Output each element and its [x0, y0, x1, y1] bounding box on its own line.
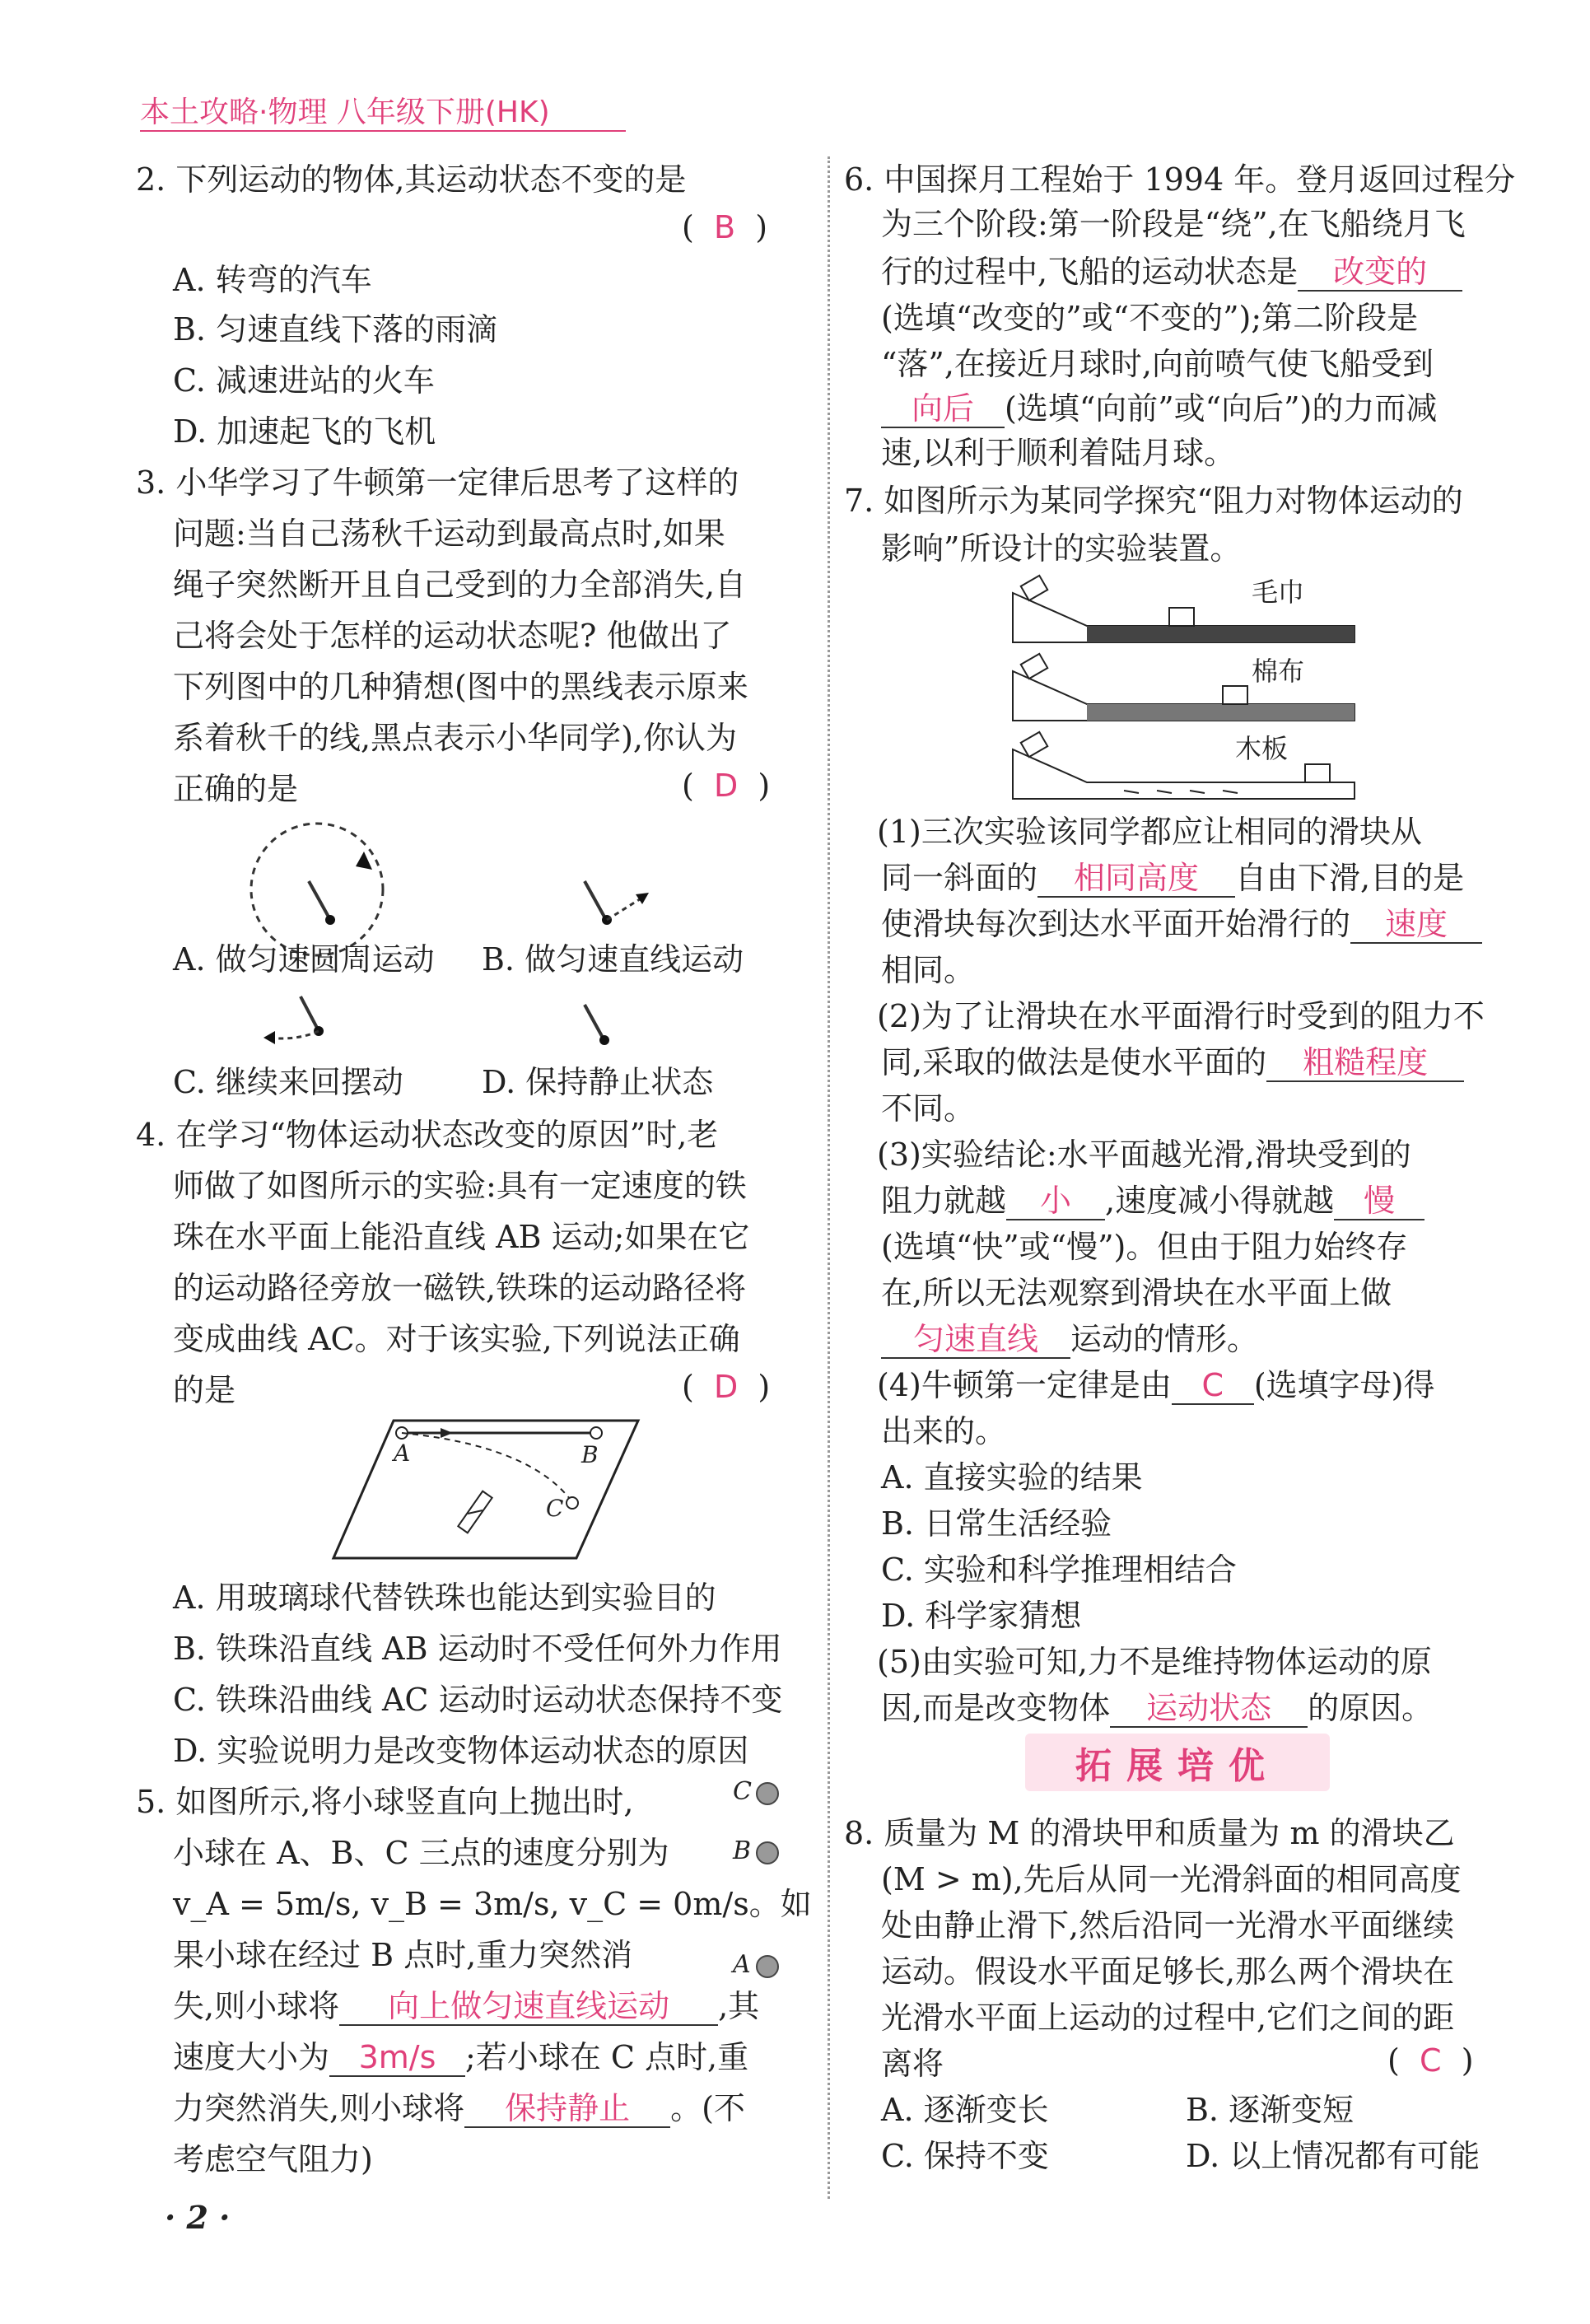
surface-label-wood: 木板	[1235, 733, 1289, 764]
q7-p1: (1)三次实验该同学都应让相同的滑块从	[877, 814, 1422, 850]
q4-line: 的是	[173, 1372, 236, 1408]
q3-line: 下列图中的几种猜想(图中的黑线表示原来	[173, 669, 748, 705]
q5-line6	[173, 2032, 748, 2082]
q3-option-b: B. 做匀速直线运动	[482, 941, 744, 978]
q5-text: 失,则小球将	[173, 1988, 340, 2024]
q5-ball-label-b: B	[733, 1836, 752, 1865]
q6-line: 6. 中国探月工程始于 1994 年。登月返回过程分	[844, 161, 1516, 198]
q5-line7	[173, 2084, 745, 2133]
q3-line: 己将会处于怎样的运动状态呢? 他做出了	[173, 618, 732, 654]
q7-blank-3: 粗糙程度	[1266, 1044, 1464, 1082]
q7-blank-2: 速度	[1350, 906, 1482, 944]
q3-answer: D	[713, 768, 739, 804]
q8-option-d: D. 以上情况都有可能	[1186, 2138, 1480, 2174]
q6-text: (选填“向前”或“向后”)的力而减	[1005, 390, 1438, 427]
q2-option-d: D. 加速起飞的飞机	[173, 413, 436, 450]
q4-label-c: C	[546, 1495, 564, 1522]
q7-p3-line2	[881, 1176, 1424, 1225]
q7-p3: (3)实验结论:水平面越光滑,滑块受到的	[877, 1136, 1411, 1173]
q6-line: 速,以利于顺利着陆月球。	[881, 435, 1236, 471]
q6-line: “落”,在接近月球时,向前喷气使飞船受到	[881, 346, 1434, 382]
q5-line: 小球在 A、B、C 三点的速度分别为	[173, 1835, 669, 1871]
q7-p1-line2	[881, 853, 1464, 903]
q7-blank-4: 小	[1006, 1183, 1105, 1220]
section-title: 拓展培优	[1075, 1745, 1280, 1787]
q2-answer-paren: ( B )	[682, 209, 768, 245]
q7-blank-6: 匀速直线	[881, 1321, 1070, 1359]
q7-p3-line4: 在,所以无法观察到滑块在水平面上做	[881, 1275, 1392, 1311]
q4-option-d: D. 实验说明力是改变物体运动状态的原因	[173, 1733, 749, 1769]
q5-blank-3: 保持静止	[464, 2090, 670, 2128]
q6-blank-2: 向后	[881, 390, 1005, 428]
q7-text: (选填字母)得	[1253, 1367, 1435, 1403]
q7-p5-line2	[881, 1683, 1433, 1733]
q6-blank-1: 改变的	[1298, 254, 1462, 292]
q6-text: 行的过程中,飞船的运动状态是	[881, 254, 1299, 290]
q8-option-a: A. 逐渐变长	[881, 2092, 1049, 2128]
q8-option-c: C. 保持不变	[881, 2138, 1049, 2174]
q7-p4-option-b: B. 日常生活经验	[881, 1505, 1112, 1542]
q8-line: (M > m),先后从同一光滑斜面的相同高度	[881, 1861, 1462, 1897]
q7-figure	[1009, 568, 1363, 807]
q7-text: 阻力就越	[881, 1183, 1007, 1219]
q7-text: 同,采取的做法是使水平面的	[881, 1044, 1267, 1080]
q8-line: 处由静止滑下,然后沿同一光滑水平面继续	[881, 1907, 1455, 1944]
q5-line5	[173, 1981, 759, 2031]
q4-answer: D	[713, 1369, 739, 1405]
q5-line: v_A = 5m/s, v_B = 3m/s, v_C = 0m/s。如	[173, 1886, 812, 1922]
q5-blank-2: 3m/s	[329, 2039, 465, 2077]
q7-p1-line4: 相同。	[881, 952, 976, 988]
q3-line: 问题:当自己荡秋千运动到最高点时,如果	[173, 516, 725, 552]
q7-blank-7: C	[1172, 1367, 1254, 1405]
q3-option-a: A. 做匀速圆周运动	[173, 941, 435, 978]
column-divider	[828, 156, 830, 2199]
q4-line: 变成曲线 AC。对于该实验,下列说法正确	[173, 1321, 740, 1357]
q7-p3-line5	[881, 1314, 1258, 1364]
q7-blank-5: 慢	[1334, 1183, 1424, 1220]
q5-line: 5. 如图所示,将小球竖直向上抛出时,	[136, 1784, 634, 1820]
q7-p4-line2: 出来的。	[881, 1413, 1007, 1449]
q5-ball-b	[756, 1841, 779, 1864]
page-header: 本土攻略·物理 八年级下册(HK)	[140, 96, 550, 129]
q3-line: 绳子突然断开且自己受到的力全部消失,自	[173, 567, 747, 603]
q3-answer-paren: ( D )	[682, 768, 771, 804]
q2-answer: B	[713, 209, 736, 245]
q4-label-a: A	[394, 1440, 411, 1467]
q7-line: 影响”所设计的实验装置。	[881, 530, 1242, 567]
q8-line: 运动。假设水平面足够长,那么两个滑块在	[881, 1953, 1455, 1990]
q7-text: 运动的情形。	[1070, 1321, 1259, 1357]
q8-line: 8. 质量为 M 的滑块甲和质量为 m 的滑块乙	[844, 1815, 1455, 1851]
ramp-wood	[1013, 732, 1355, 799]
q8-answer-paren: ( C )	[1387, 2042, 1474, 2079]
surface-label-towel: 毛巾	[1252, 576, 1305, 608]
q4-line: 师做了如图所示的实验:具有一定速度的铁	[173, 1168, 747, 1204]
q5-text: 。(不	[670, 2090, 745, 2126]
q7-blank-8: 运动状态	[1110, 1690, 1308, 1728]
header-underline	[140, 130, 626, 132]
q6-line6	[881, 384, 1437, 433]
q7-p4-line1	[877, 1360, 1434, 1410]
q7-text: 自由下滑,目的是	[1235, 860, 1465, 896]
page-number: · 2 ·	[165, 2199, 231, 2236]
q7-text: 同一斜面的	[881, 860, 1038, 896]
q2-stem: 2. 下列运动的物体,其运动状态不变的是	[136, 161, 687, 198]
q3-option-c: C. 继续来回摆动	[173, 1064, 403, 1100]
q5-blank-1: 向上做匀速直线运动	[339, 1988, 718, 2026]
q4-option-a: A. 用玻璃球代替铁珠也能达到实验目的	[173, 1580, 716, 1616]
q5-text: 速度大小为	[173, 2039, 330, 2075]
q3-line: 3. 小华学习了牛顿第一定律后思考了这样的	[136, 464, 739, 501]
q7-line: 7. 如图所示为某同学探究“阻力对物体运动的	[844, 483, 1463, 519]
q5-ball-label-c: C	[733, 1777, 752, 1806]
q7-p4-option-c: C. 实验和科学推理相结合	[881, 1552, 1237, 1588]
q4-answer-paren: ( D )	[682, 1369, 771, 1405]
q3-option-d: D. 保持静止状态	[482, 1064, 714, 1100]
q4-label-b: B	[581, 1441, 599, 1468]
q7-p4-option-d: D. 科学家猜想	[881, 1598, 1082, 1634]
q7-text: 因,而是改变物体	[881, 1690, 1111, 1726]
q2-option-b: B. 匀速直线下落的雨滴	[173, 311, 498, 348]
q4-line: 的运动路径旁放一磁铁,铁珠的运动路径将	[173, 1270, 747, 1306]
q8-answer: C	[1419, 2042, 1442, 2079]
q7-p2-line2	[881, 1038, 1464, 1087]
q4-figure	[329, 1416, 650, 1565]
q7-text: ,速度减小得就越	[1105, 1183, 1335, 1219]
q5-text: ;若小球在 C 点时,重	[465, 2039, 749, 2075]
surface-label-cotton: 棉布	[1252, 656, 1305, 687]
q4-option-b: B. 铁珠沿直线 AB 运动时不受任何外力作用	[173, 1631, 782, 1667]
q7-text: 使滑块每次到达水平面开始滑行的	[881, 906, 1351, 942]
q5-line: 考虑空气阻力)	[173, 2141, 373, 2177]
q5-ball-label-a: A	[733, 1950, 751, 1979]
q7-blank-1: 相同高度	[1037, 860, 1235, 898]
q4-line: 珠在水平面上能沿直线 AB 运动;如果在它	[173, 1219, 750, 1255]
figure-c-swing	[263, 996, 324, 1044]
q8-line: 光滑水平面上运动的过程中,它们之间的距	[881, 2000, 1455, 2036]
q4-option-c: C. 铁珠沿曲线 AC 运动时运动状态保持不变	[173, 1682, 783, 1718]
q5-text: 力突然消失,则小球将	[173, 2090, 465, 2126]
q7-text: 的原因。	[1308, 1690, 1434, 1726]
q7-p2-line3: 不同。	[881, 1090, 976, 1127]
q7-p3-line3: (选填“快”或“慢”)。但由于阻力始终存	[881, 1229, 1408, 1265]
q5-line: 果小球在经过 B 点时,重力突然消	[173, 1937, 633, 1973]
q5-ball-a	[756, 1955, 779, 1978]
q2-option-c: C. 减速进站的火车	[173, 362, 435, 399]
q3-line: 系着秋千的线,黑点表示小华同学),你认为	[173, 720, 737, 756]
q5-text: ,其	[718, 1988, 760, 2024]
q3-line: 正确的是	[173, 771, 299, 807]
q8-option-b: B. 逐渐变短	[1186, 2092, 1355, 2128]
q2-option-a: A. 转弯的汽车	[173, 262, 372, 298]
q6-line: 为三个阶段:第一阶段是“绕”,在飞船绕月飞	[881, 206, 1466, 242]
q6-line3	[881, 247, 1462, 296]
q7-text: (4)牛顿第一定律是由	[877, 1367, 1172, 1403]
q7-p5: (5)由实验可知,力不是维持物体运动的原	[877, 1644, 1432, 1680]
q5-ball-c	[756, 1782, 779, 1805]
figure-b-straight	[585, 881, 649, 925]
q7-p4-option-a: A. 直接实验的结果	[881, 1459, 1143, 1496]
q8-line: 离将	[881, 2046, 944, 2082]
q4-line: 4. 在学习“物体运动状态改变的原因”时,老	[136, 1117, 719, 1153]
figure-d-static	[585, 1005, 609, 1045]
q7-p1-line3	[881, 899, 1482, 949]
q7-p2: (2)为了让滑块在水平面滑行时受到的阻力不	[877, 998, 1485, 1034]
q6-line: (选填“改变的”或“不变的”);第二阶段是	[881, 300, 1419, 336]
